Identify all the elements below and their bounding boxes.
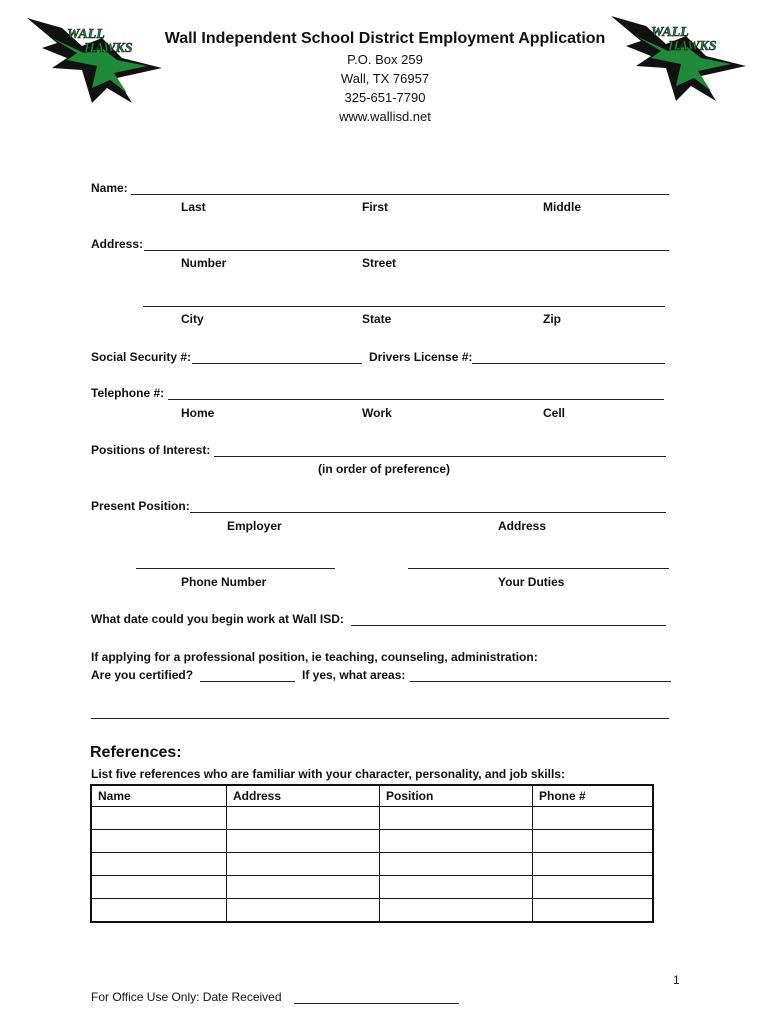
- positions-label: Positions of Interest:: [91, 443, 211, 457]
- col-position: Position: [380, 785, 533, 807]
- address-po-box: P.O. Box 259: [347, 52, 423, 67]
- ref-address-cell[interactable]: [227, 899, 380, 923]
- certified-field[interactable]: [200, 681, 295, 682]
- address-sub-number: Number: [181, 256, 227, 270]
- references-header-row: [91, 785, 653, 807]
- ref-name-cell[interactable]: [91, 876, 227, 899]
- ref-phone-cell[interactable]: [533, 876, 654, 899]
- ref-position-cell[interactable]: [380, 830, 533, 853]
- ref-phone-cell[interactable]: [533, 807, 654, 830]
- svg-text:WALL: WALL: [651, 25, 689, 40]
- table-row: [91, 876, 653, 899]
- phone-number-field[interactable]: [136, 568, 335, 569]
- phone-sub-cell: Cell: [543, 406, 566, 420]
- positions-field[interactable]: [214, 456, 666, 457]
- ref-phone-cell[interactable]: [533, 830, 654, 853]
- name-field[interactable]: [131, 194, 669, 195]
- drivers-license-label: Drivers License #:: [369, 350, 473, 364]
- sub-city: City: [181, 312, 204, 326]
- ref-address-cell[interactable]: [227, 830, 380, 853]
- phone-sub-home: Home: [181, 406, 215, 420]
- table-row: [91, 807, 653, 830]
- present-sub-employer: Employer: [227, 519, 282, 533]
- address-website: www.wallisd.net: [339, 109, 431, 124]
- name-label: Name:: [91, 181, 128, 195]
- present-sub-phone: Phone Number: [181, 575, 267, 589]
- ref-phone-cell[interactable]: [533, 853, 654, 876]
- name-sub-first: First: [362, 200, 389, 214]
- references-title: References:: [90, 744, 182, 761]
- ref-position-cell[interactable]: [380, 853, 533, 876]
- name-sub-last: Last: [181, 200, 206, 214]
- references-table: [90, 784, 654, 923]
- address-sub-street: Street: [362, 256, 397, 270]
- drivers-license-field[interactable]: [472, 363, 665, 364]
- present-position-field[interactable]: [190, 512, 666, 513]
- col-phone: Phone #: [533, 785, 654, 807]
- ref-address-cell[interactable]: [227, 807, 380, 830]
- your-duties-field[interactable]: [408, 568, 669, 569]
- address-field[interactable]: [144, 250, 669, 251]
- ref-address-cell[interactable]: [227, 853, 380, 876]
- ssn-label: Social Security #:: [91, 350, 192, 364]
- phone-sub-work: Work: [362, 406, 392, 420]
- address-city: Wall, TX 76957: [340, 71, 430, 86]
- sub-state: State: [362, 312, 392, 326]
- ref-name-cell[interactable]: [91, 853, 227, 876]
- date-received-field[interactable]: [294, 1003, 459, 1004]
- begin-date-label: What date could you begin work at Wall ISD:: [91, 612, 344, 626]
- present-sub-duties: Your Duties: [498, 575, 565, 589]
- telephone-label: Telephone #:: [91, 386, 165, 400]
- table-row: [91, 899, 653, 923]
- present-position-label: Present Position:: [91, 499, 190, 513]
- col-name: Name: [91, 785, 227, 807]
- table-row: [91, 853, 653, 876]
- city-state-zip-field[interactable]: [143, 306, 665, 307]
- page-number: 1: [673, 973, 680, 987]
- page-title: Wall Independent School District Employment Application: [164, 30, 606, 47]
- present-sub-address: Address: [498, 519, 547, 533]
- svg-text:HAWKS: HAWKS: [668, 39, 717, 54]
- areas-continuation-field[interactable]: [91, 718, 669, 719]
- ref-name-cell[interactable]: [91, 899, 227, 923]
- ref-name-cell[interactable]: [91, 830, 227, 853]
- ssn-field[interactable]: [192, 363, 362, 364]
- ref-position-cell[interactable]: [380, 899, 533, 923]
- begin-date-field[interactable]: [351, 625, 666, 626]
- ref-name-cell[interactable]: [91, 807, 227, 830]
- positions-sub: (in order of preference): [318, 462, 451, 476]
- references-instructions: List five references who are familiar with your character, personality, and job skills:: [91, 767, 565, 781]
- col-address: Address: [227, 785, 380, 807]
- table-row: [91, 830, 653, 853]
- ref-position-cell[interactable]: [380, 807, 533, 830]
- telephone-field[interactable]: [168, 399, 664, 400]
- ref-position-cell[interactable]: [380, 876, 533, 899]
- ref-phone-cell[interactable]: [533, 899, 654, 923]
- svg-text:HAWKS: HAWKS: [84, 41, 133, 56]
- professional-label: If applying for a professional position, ie teaching, counseling, administration:: [91, 650, 538, 664]
- sub-zip: Zip: [543, 312, 561, 326]
- certified-label: Are you certified?: [91, 668, 194, 682]
- areas-label: If yes, what areas:: [302, 668, 406, 682]
- office-use-label: For Office Use Only: Date Received: [91, 990, 282, 1004]
- areas-field[interactable]: [410, 681, 671, 682]
- ref-address-cell[interactable]: [227, 876, 380, 899]
- address-label: Address:: [91, 237, 144, 251]
- svg-text:WALL: WALL: [67, 27, 105, 42]
- name-sub-middle: Middle: [543, 200, 581, 214]
- address-phone: 325-651-7790: [344, 90, 426, 105]
